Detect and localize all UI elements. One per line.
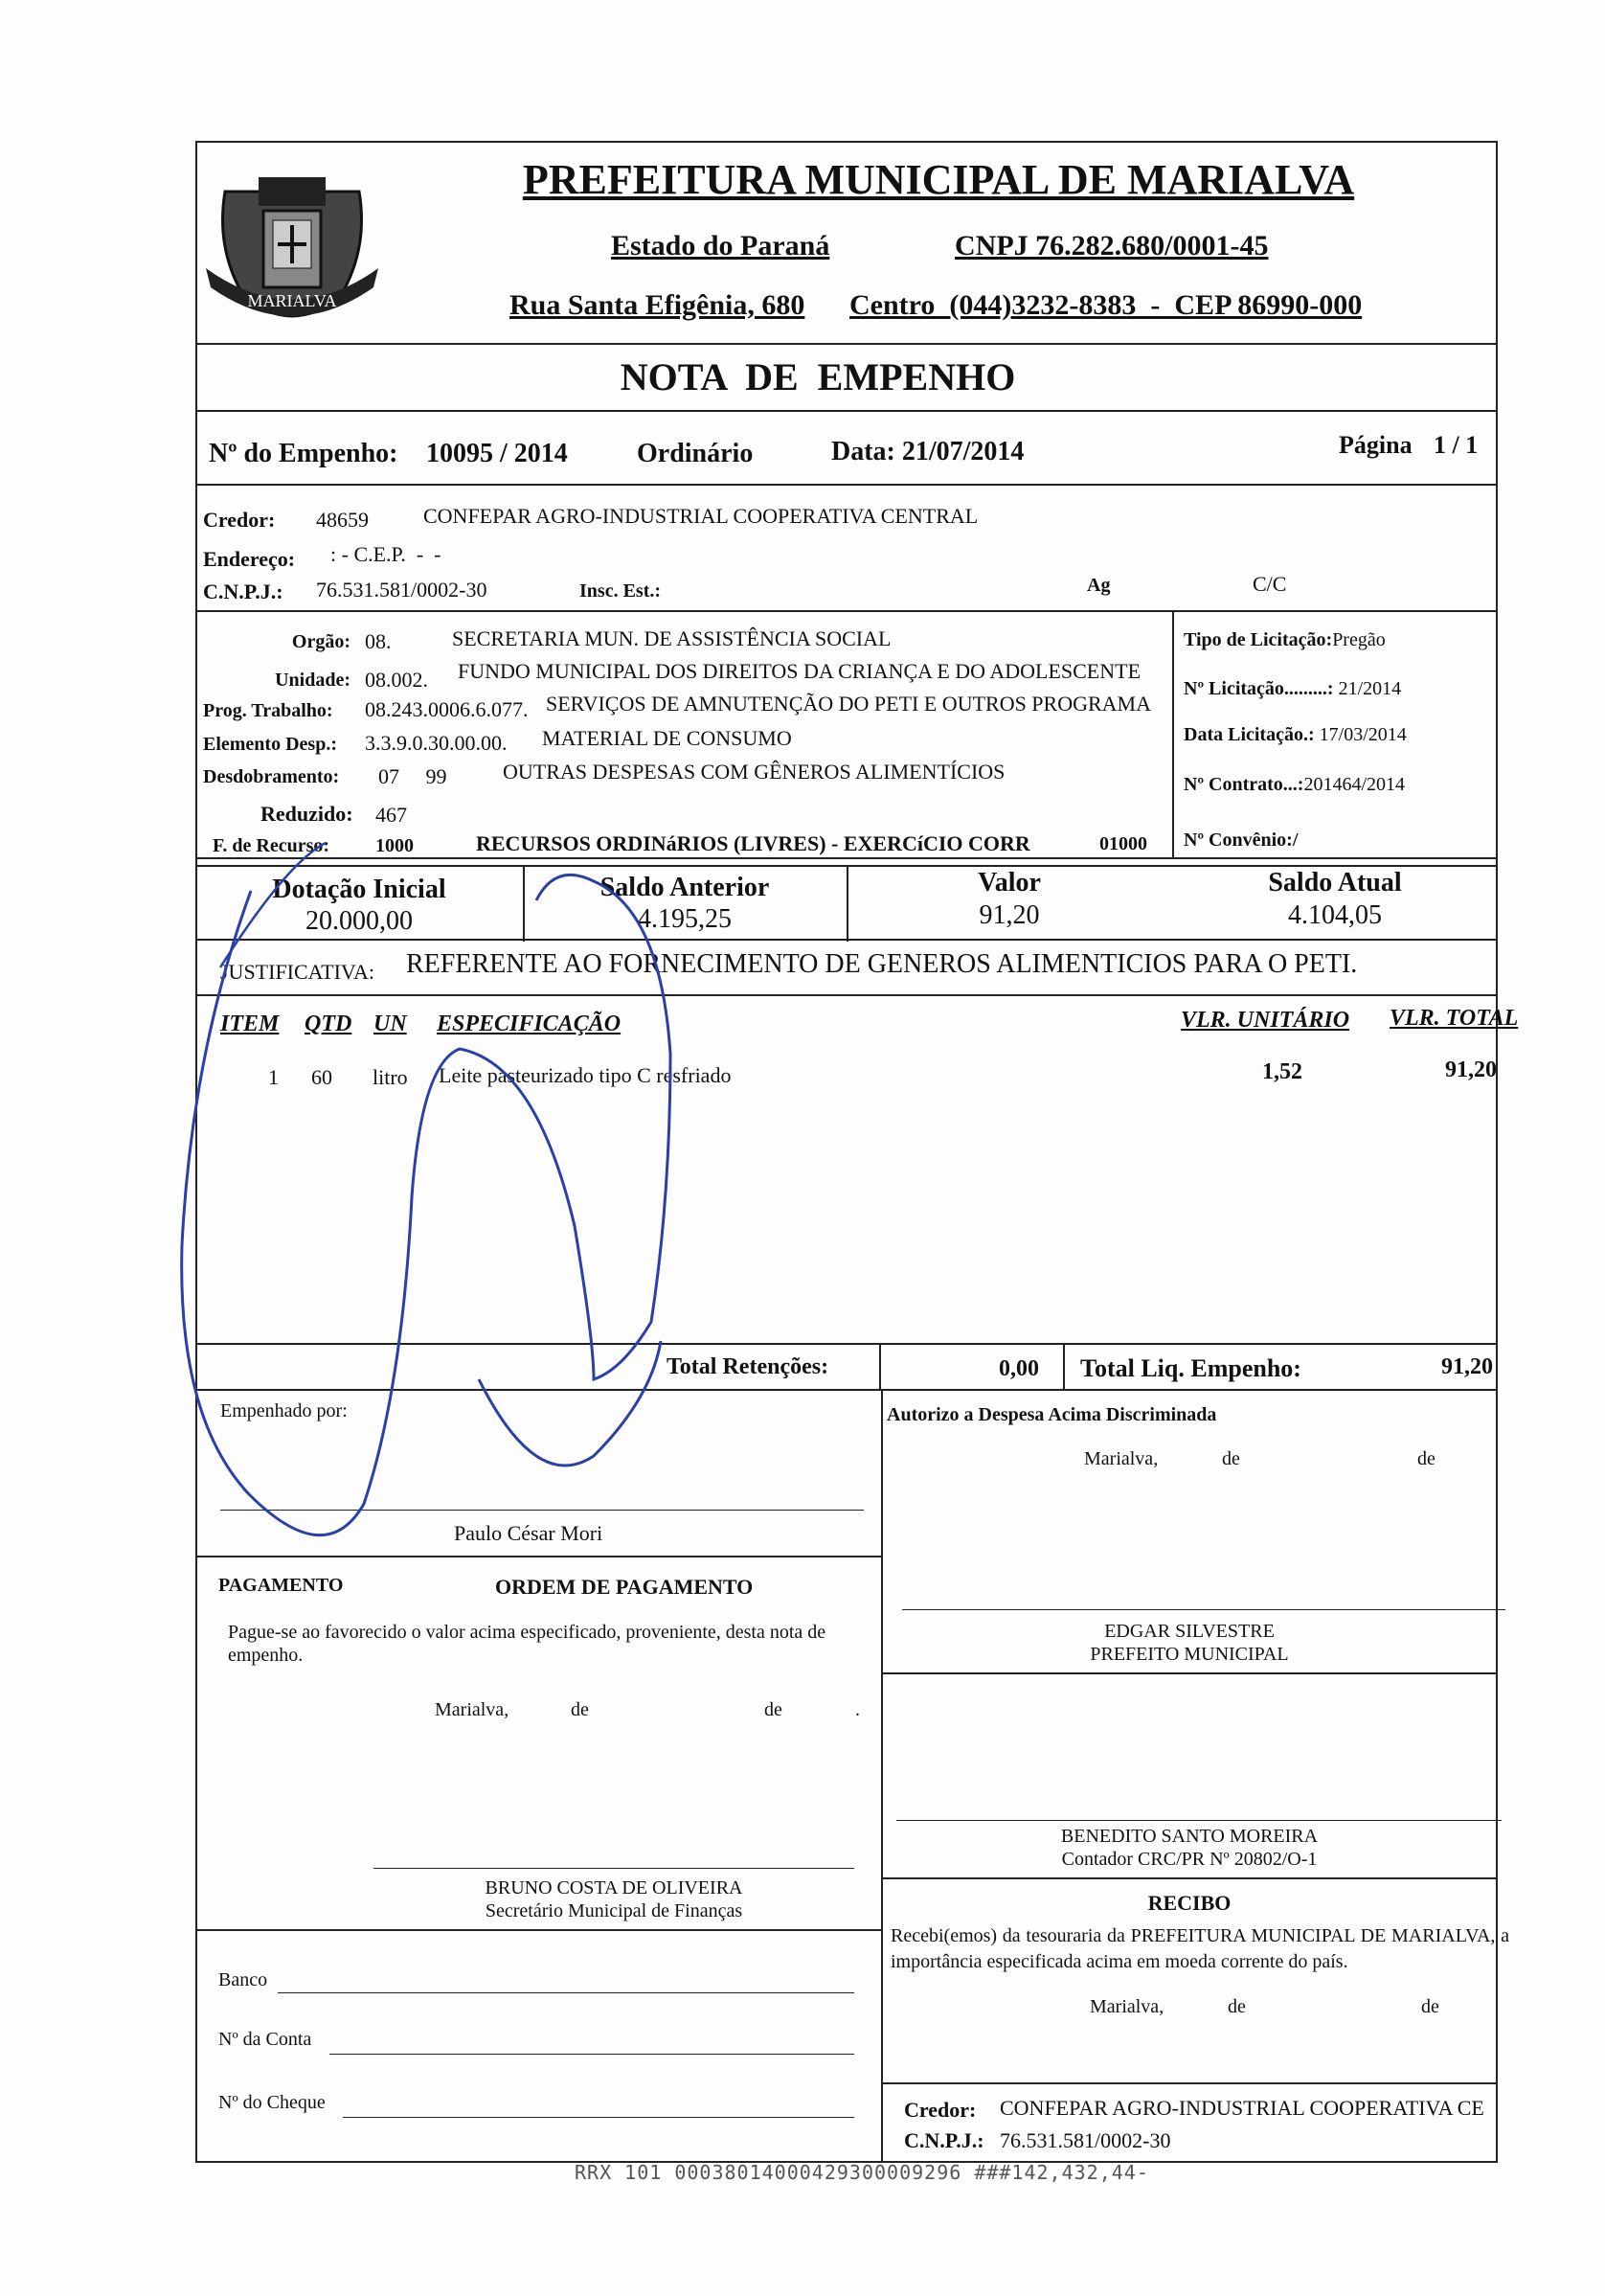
orgao-label: Orgão: xyxy=(291,631,350,652)
state-label: Estado do Paraná xyxy=(611,230,830,261)
prog-code: 08.243.0006.6.077. xyxy=(365,697,529,721)
divider xyxy=(195,1929,881,1931)
credor-code: 48659 xyxy=(316,508,369,532)
contrato-number xyxy=(1184,774,1405,796)
divider xyxy=(195,610,1498,612)
empenho-label: Nº do Empenho: xyxy=(209,439,398,468)
cnpj-value-creditor: 76.531.581/0002-30 xyxy=(316,578,487,602)
licitacao-date xyxy=(1184,724,1407,746)
page-title: PREFEITURA MUNICIPAL DE MARIALVA xyxy=(522,156,1355,203)
divider xyxy=(195,484,1498,486)
endereco-label: Endereço: xyxy=(203,547,296,571)
valor-value: 91,20 xyxy=(979,900,1040,930)
valor-label: Valor xyxy=(978,868,1041,898)
retencoes-value: 0,00 xyxy=(999,1356,1039,1381)
pagamento-de-1: de xyxy=(571,1699,589,1720)
credor-label: Credor: xyxy=(203,508,276,532)
footer-credor-label: Credor: xyxy=(904,2098,977,2122)
reduzido-value: 467 xyxy=(375,803,407,827)
divider xyxy=(195,1556,881,1557)
divider xyxy=(195,857,1498,859)
divider xyxy=(881,2082,1498,2084)
desdobramento-label: Desdobramento: xyxy=(203,766,340,787)
divider-vertical xyxy=(879,1343,881,1389)
pagamento-de-2: de xyxy=(764,1699,782,1720)
prefeito-role: PREFEITO MUNICIPAL xyxy=(1090,1644,1289,1665)
col-header-unit: VLR. UNITÁRIO xyxy=(1181,1008,1350,1033)
col-header-qtd: QTD xyxy=(305,1012,352,1036)
empenhado-name: Paulo César Mori xyxy=(454,1521,603,1545)
recibo-label: RECIBO xyxy=(1147,1891,1232,1915)
endereco-value: : - C.E.P. - - xyxy=(330,542,441,566)
contrato-value: 201464/2014 xyxy=(1303,774,1406,795)
unidade-code: 08.002. xyxy=(365,668,428,692)
empenho-type: Ordinário xyxy=(637,439,754,468)
recurso-label: F. de Recurso: xyxy=(213,835,330,856)
divider xyxy=(195,410,1498,412)
dotacao-label: Dotação Inicial xyxy=(272,875,446,904)
pagamento-text: Pague-se ao favorecido o valor acima especificado, proveniente, desta nota de empenho. xyxy=(228,1622,826,1666)
item-un: litro xyxy=(373,1065,408,1089)
recibo-text: Recebi(emos) da tesouraria da PREFEITURA MUNICIPAL DE MARIALVA, a importância especificada acima em moeda corrente do país. xyxy=(891,1925,1509,1972)
saldo-atual-value: 4.104,05 xyxy=(1288,900,1382,930)
desdobramento-name: OUTRAS DESPESAS COM GÊNEROS ALIMENTÍCIOS xyxy=(503,760,1006,784)
crest-text: MARIALVA xyxy=(247,291,337,310)
municipal-crest xyxy=(206,153,378,345)
convenio-label: Nº Convênio:/ xyxy=(1184,830,1299,851)
col-header-item: ITEM xyxy=(220,1012,280,1036)
desdobramento-code: 07 99 xyxy=(378,764,447,788)
prefeito-name: EDGAR SILVESTRE xyxy=(1104,1621,1275,1642)
total-liquido-value: 91,20 xyxy=(1441,1354,1493,1379)
item-qtd: 60 xyxy=(311,1065,332,1089)
prog-name: SERVIÇOS DE AMNUTENÇÃO DO PETI E OUTROS PROGRAMA xyxy=(546,692,1152,716)
cnpj-label: CNPJ 76.282.680/0001-45 xyxy=(955,230,1269,261)
dotacao-value: 20.000,00 xyxy=(305,906,413,936)
cheque-line xyxy=(343,2117,854,2118)
unidade-label: Unidade: xyxy=(275,670,350,691)
recurso-number: 01000 xyxy=(1099,833,1147,854)
col-header-un: UN xyxy=(373,1012,407,1036)
divider xyxy=(881,1877,1498,1879)
total-liquido-label: Total Liq. Empenho: xyxy=(1080,1354,1301,1382)
licitacao-number-value: 21/2014 xyxy=(1338,678,1402,699)
conta-line xyxy=(329,2054,854,2055)
contact-label: Centro (044)3232-8383 - CEP 86990-000 xyxy=(849,289,1363,321)
retencoes-label: Total Retenções: xyxy=(667,1354,829,1379)
licitacao-number xyxy=(1184,678,1401,700)
secretario-name: BRUNO COSTA DE OLIVEIRA xyxy=(485,1877,743,1898)
elemento-name: MATERIAL DE CONSUMO xyxy=(542,726,792,750)
justificativa-text: REFERENTE AO FORNECIMENTO DE GENEROS ALIMENTICIOS PARA O PETI. xyxy=(406,949,1358,979)
page-number: 1 / 1 xyxy=(1434,431,1479,459)
banco-line xyxy=(278,1992,854,1993)
conta-label: Nº da Conta xyxy=(218,2029,312,2050)
pagamento-place: Marialva, xyxy=(435,1699,509,1720)
divider xyxy=(195,865,1498,867)
divider xyxy=(195,1389,1498,1391)
autorizo-place: Marialva, xyxy=(1084,1448,1159,1469)
footer-cnpj-label: C.N.P.J.: xyxy=(904,2128,984,2152)
licitacao-date-label: Data Licitação.: xyxy=(1184,724,1315,745)
elemento-label: Elemento Desp.: xyxy=(203,734,337,755)
cheque-label: Nº do Cheque xyxy=(218,2092,326,2113)
empenho-date: Data: 21/07/2014 xyxy=(831,437,1025,466)
divider xyxy=(195,939,1498,941)
licitacao-date-value: 17/03/2014 xyxy=(1319,724,1407,745)
pagamento-label: PAGAMENTO xyxy=(218,1575,344,1596)
divider-vertical xyxy=(881,1389,883,2163)
page-label: Página xyxy=(1339,431,1413,459)
item-unit-price: 1,52 xyxy=(1262,1059,1302,1084)
ordem-pagamento-label: ORDEM DE PAGAMENTO xyxy=(495,1575,754,1599)
recurso-code: 1000 xyxy=(375,835,414,856)
banco-label: Banco xyxy=(218,1969,268,1990)
elemento-code: 3.3.9.0.30.00.00. xyxy=(365,731,508,755)
item-number: 1 xyxy=(268,1065,279,1089)
reduzido-label: Reduzido: xyxy=(260,802,353,826)
prog-label: Prog. Trabalho: xyxy=(203,700,333,721)
licitacao-type-value: Pregão xyxy=(1332,629,1386,650)
orgao-code: 08. xyxy=(365,629,392,653)
account-label: C/C xyxy=(1253,572,1287,596)
divider-vertical xyxy=(1172,610,1174,857)
licitacao-type xyxy=(1184,629,1386,651)
address-label: Rua Santa Efigênia, 680 xyxy=(509,289,805,321)
autorizo-de-2: de xyxy=(1417,1448,1435,1469)
item-total-price: 91,20 xyxy=(1445,1057,1497,1082)
licitacao-number-label: Nº Licitação.........: xyxy=(1184,678,1334,699)
footer-cnpj-value: 76.531.581/0002-30 xyxy=(1000,2128,1171,2152)
recibo-de-2: de xyxy=(1421,1996,1439,2017)
recibo-place: Marialva, xyxy=(1090,1996,1164,2017)
autorizo-label: Autorizo a Despesa Acima Discriminada xyxy=(887,1404,1217,1425)
unidade-name: FUNDO MUNICIPAL DOS DIREITOS DA CRIANÇA E DO ADOLESCENTE xyxy=(458,659,1142,683)
empenhado-label: Empenhado por: xyxy=(220,1400,348,1421)
divider xyxy=(195,343,1498,345)
divider xyxy=(195,1343,1498,1345)
recibo-de-1: de xyxy=(1228,1996,1246,2017)
footer-credor-name: CONFEPAR AGRO-INDUSTRIAL COOPERATIVA CE xyxy=(1000,2096,1484,2120)
signature-line xyxy=(896,1820,1502,1821)
divider-vertical xyxy=(1063,1343,1065,1389)
pagamento-dot: . xyxy=(855,1699,860,1720)
recurso-name: RECURSOS ORDINáRIOS (LIVRES) - EXERCíCIO CORR xyxy=(476,831,1030,855)
credor-name: CONFEPAR AGRO-INDUSTRIAL COOPERATIVA CENTRAL xyxy=(423,504,979,528)
justificativa-label: JUSTIFICATIVA: xyxy=(220,960,374,984)
insc-est-label: Insc. Est.: xyxy=(579,580,662,602)
saldo-anterior-label: Saldo Anterior xyxy=(599,873,770,902)
autorizo-de-1: de xyxy=(1222,1448,1240,1469)
contrato-label: Nº Contrato...: xyxy=(1184,774,1304,795)
cnpj-label-creditor: C.N.P.J.: xyxy=(203,580,283,603)
licitacao-type-label: Tipo de Licitação: xyxy=(1184,629,1333,650)
saldo-anterior-value: 4.195,25 xyxy=(638,904,732,934)
divider xyxy=(195,994,1498,996)
saldo-atual-label: Saldo Atual xyxy=(1268,868,1402,898)
contador-role: Contador CRC/PR Nº 20802/O-1 xyxy=(1061,1849,1318,1870)
signature-line xyxy=(373,1868,854,1869)
divider xyxy=(881,1672,1498,1674)
bank-stamp: RRX 101 00038014000429300009296 ###142,432,44- xyxy=(575,2161,1149,2184)
secretario-role: Secretário Municipal de Finanças xyxy=(485,1900,743,1921)
empenho-number: 10095 / 2014 xyxy=(426,439,568,468)
doc-title: NOTA DE EMPENHO xyxy=(620,355,1016,398)
col-header-total: VLR. TOTAL xyxy=(1390,1006,1519,1031)
contador-name: BENEDITO SANTO MOREIRA xyxy=(1060,1826,1319,1847)
signature-line xyxy=(220,1510,864,1511)
col-header-spec: ESPECIFICAÇÃO xyxy=(437,1012,622,1036)
orgao-name: SECRETARIA MUN. DE ASSISTÊNCIA SOCIAL xyxy=(452,626,892,650)
item-spec: Leite pasteurizado tipo C resfriado xyxy=(439,1063,732,1087)
signature-line xyxy=(902,1609,1505,1610)
agency-label: Ag xyxy=(1087,575,1111,596)
